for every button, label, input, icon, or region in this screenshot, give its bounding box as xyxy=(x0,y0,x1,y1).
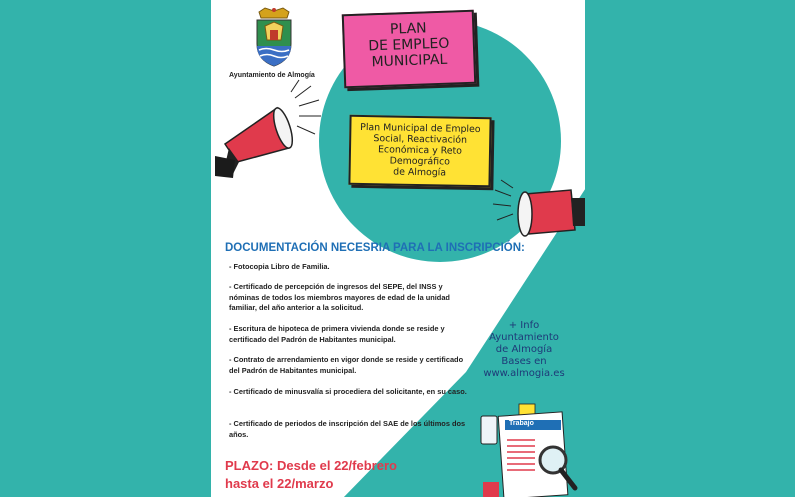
subtitle-line-1: Plan Municipal de Empleo xyxy=(360,121,481,136)
info-line-2: Ayuntamiento xyxy=(489,332,559,343)
info-line-4: Bases en xyxy=(501,356,547,367)
doc-item-5: - Certificado de minusvalía si procediera del solicitante, en su caso. xyxy=(229,387,467,396)
doc-item-1: - Fotocopia Libro de Familia. xyxy=(229,262,330,271)
title-box xyxy=(342,10,477,89)
subtitle-line-2: Social, Reactivación xyxy=(373,133,468,146)
title-line-1: PLAN xyxy=(389,20,427,38)
subtitle-line-3: Económica y Reto xyxy=(377,144,463,157)
coat-of-arms-icon xyxy=(251,6,297,68)
megaphone-left-icon xyxy=(215,78,325,188)
subtitle-box xyxy=(348,115,491,187)
subtitle-line-5: de Almogía xyxy=(393,166,447,179)
title-line-3: MUNICIPAL xyxy=(371,51,448,71)
poster xyxy=(211,0,585,497)
newspaper-label: Trabajo xyxy=(509,420,534,427)
documentation-heading: DOCUMENTACIÓN NECESRIA PARA LA INSCRIPCIÓN: xyxy=(225,242,525,254)
info-line-1: + Info xyxy=(508,320,540,331)
plazo-line-1: PLAZO: Desde el 22/febrero xyxy=(225,458,397,473)
doc-item-6: - Certificado de periodos de inscripción del SAE de los últimos dos años. xyxy=(229,419,466,439)
newspaper-illustration-icon xyxy=(479,400,579,497)
info-block xyxy=(479,320,569,380)
title-line-2: DE EMPLEO xyxy=(368,35,450,55)
subtitle-line-4: Demográfico xyxy=(389,155,451,168)
doc-item-4: - Contrato de arrendamiento en vigor donde se reside y certificado del Padrón de Habitantes municipal. xyxy=(229,355,464,375)
plazo-line-2: hasta el 22/marzo xyxy=(225,476,334,491)
town-label: Ayuntamiento de Almogía xyxy=(229,72,315,79)
info-line-3: de Almogía xyxy=(495,344,553,355)
info-website[interactable]: www.almogia.es xyxy=(483,368,565,379)
doc-item-2: - Certificado de percepción de ingresos del SEPE, del INSS y nóminas de todos los miembros mayores de edad de la unidad familiar, del año anterior a la solicitud. xyxy=(229,282,450,312)
doc-item-3: - Escritura de hipoteca de primera vivienda donde se reside y certificado del Padrón de Habitantes municipal. xyxy=(229,324,445,344)
